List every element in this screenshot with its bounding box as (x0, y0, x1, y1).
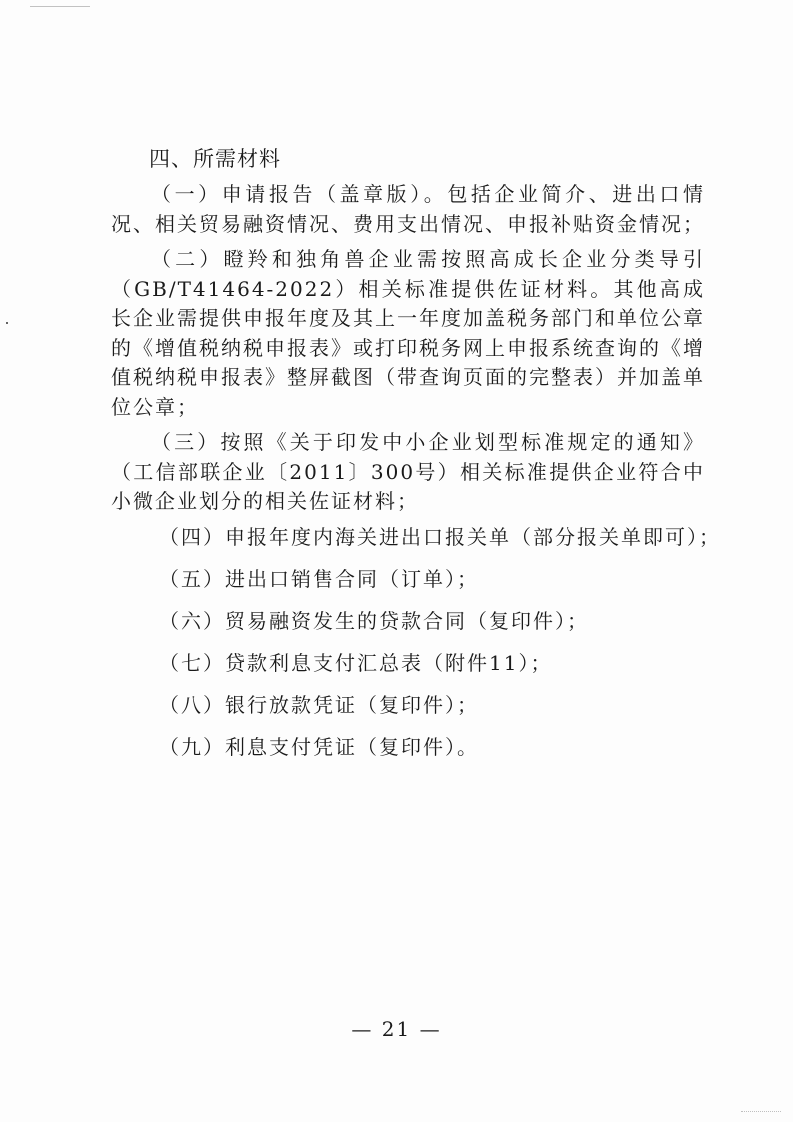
page-number: — 21 — (351, 1017, 442, 1041)
section-heading: 四、所需材料 (149, 147, 281, 171)
body-text (111, 144, 721, 775)
list-item-9: （九）利息支付凭证（复印件）。 (159, 734, 479, 759)
paragraph-3: （三）按照《关于印发中小企业划型标准规定的通知》（工信部联企业〔2011〕300号）相关标准提供企业符合中小微企业划分的相关佐证材料； (111, 430, 705, 513)
list-item-8: （八）银行放款凭证（复印件）； (159, 692, 479, 717)
scan-artifact-top (30, 0, 90, 7)
list-item-5: （五）进出口销售合同（订单）； (159, 566, 479, 591)
list-item-4: （四）申报年度内海关进出口报关单（部分报关单即可）； (159, 524, 721, 549)
scan-artifact-dot (6, 322, 8, 324)
paragraph-2: （二）瞪羚和独角兽企业需按照高成长企业分类导引（GB/T41464-2022）相关标准提供佐证材料。其他高成长企业需提供申报年度及其上一年度加盖税务部门和单位公章的《增值税纳税申报表》或打印税务网上申报系统查询的《增值税纳税申报表》整屏截图（带查询页面的完整表）并加盖单位公章； (111, 247, 705, 419)
scan-artifact-corner (741, 1111, 781, 1114)
list-item-6: （六）贸易融资发生的贷款合同（复印件）； (159, 608, 589, 633)
paragraph-1: （一）申请报告（盖章版）。包括企业简介、进出口情况、相关贸易融资情况、费用支出情况、申报补贴资金情况； (111, 182, 705, 236)
list-item-7: （七）贷款利息支付汇总表（附件11）； (159, 650, 553, 675)
